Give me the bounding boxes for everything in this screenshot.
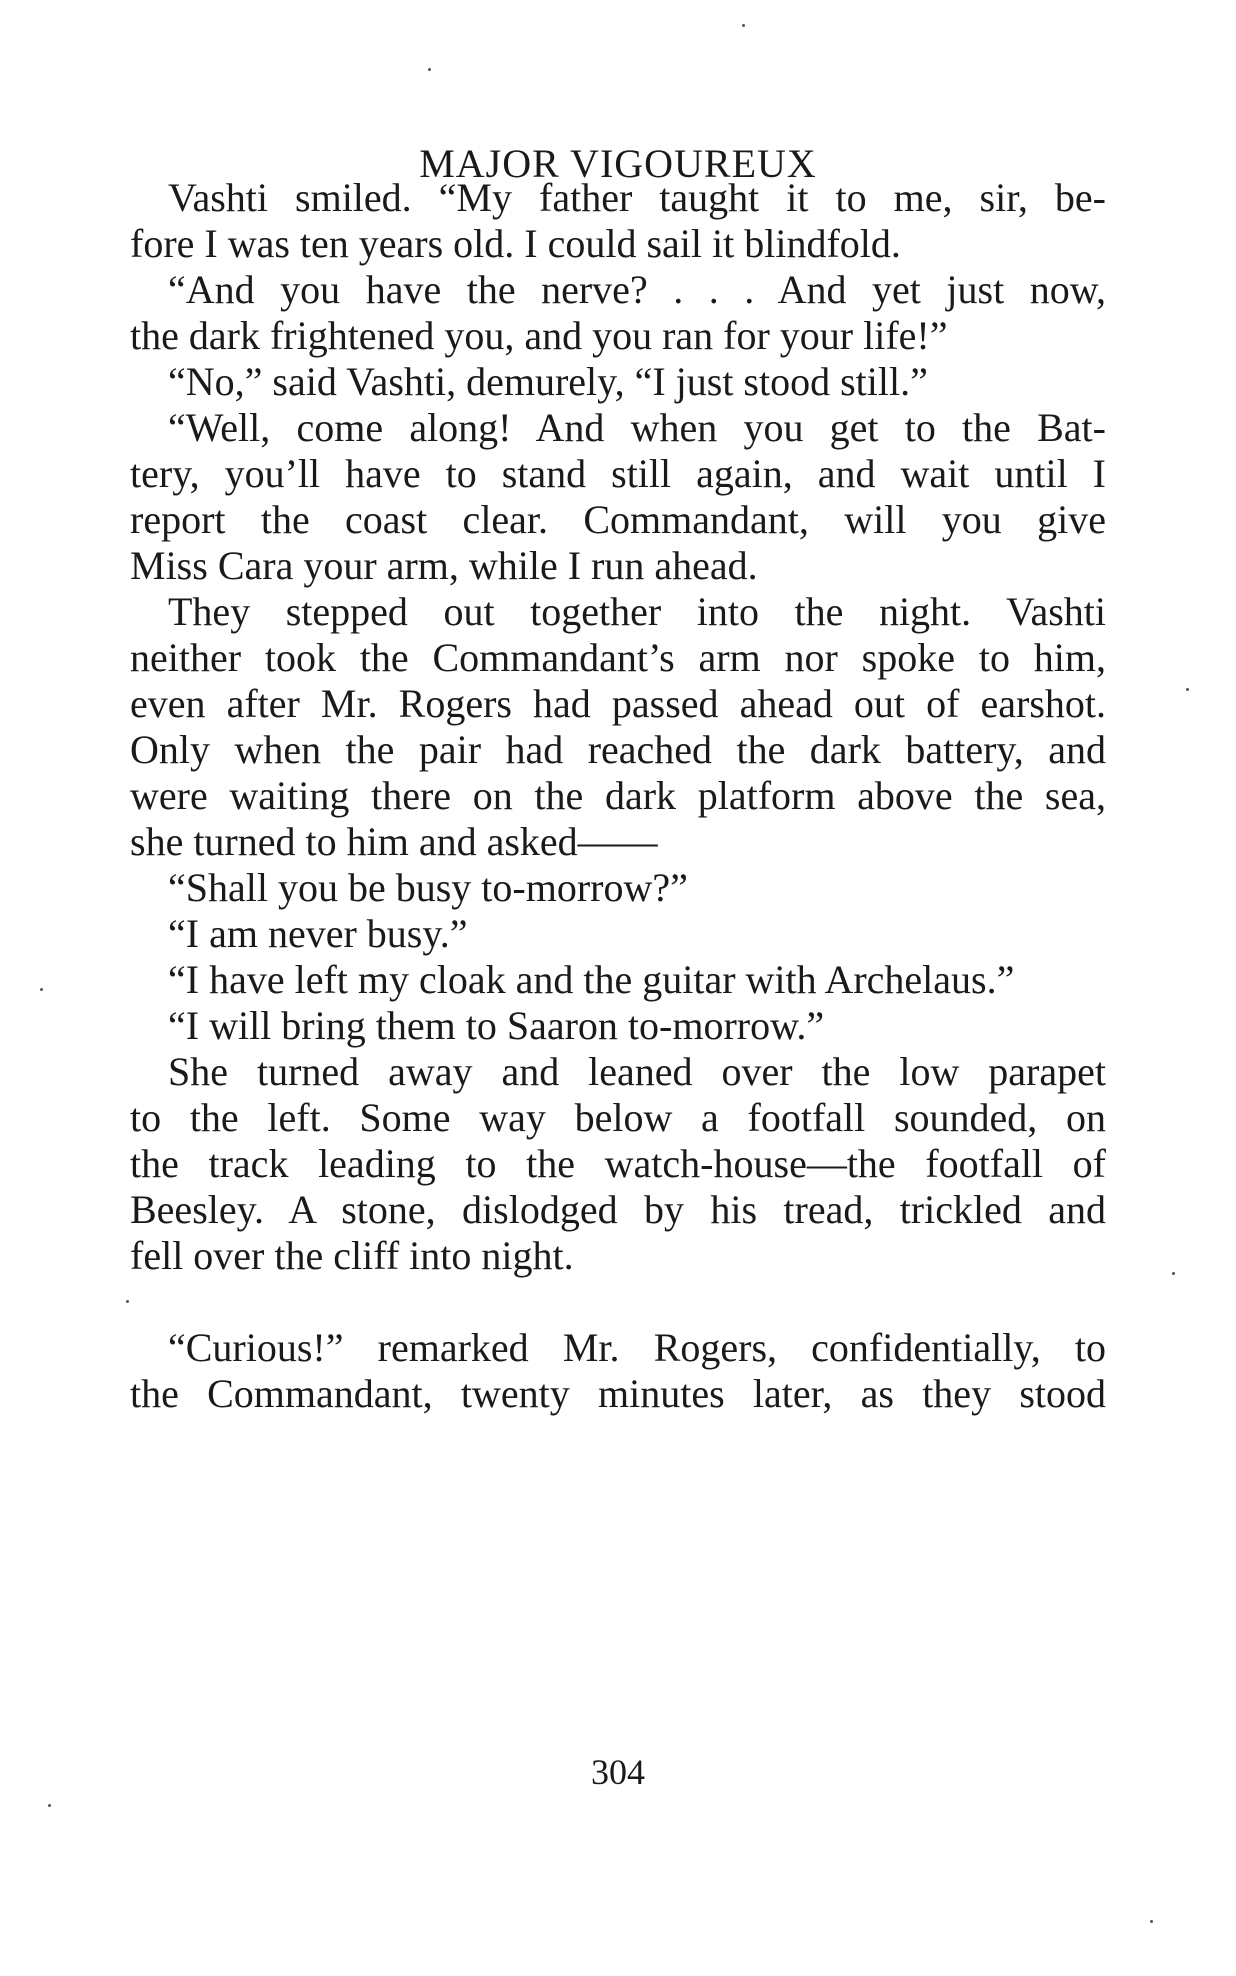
text-line: she turned to him and asked——	[130, 819, 658, 864]
page-number: 304	[591, 1752, 645, 1792]
text-line: the Commandant, twenty minutes later, as they stood	[130, 1371, 1106, 1416]
text-line: “And you have the nerve? . . . And yet just now,	[168, 267, 1106, 312]
text-line: “Shall you be busy to-morrow?”	[168, 865, 688, 910]
scan-speck	[428, 68, 431, 71]
text-line: neither took the Commandant’s arm nor spoke to him,	[130, 635, 1106, 680]
text-line: even after Mr. Rogers had passed ahead out of earshot.	[130, 681, 1106, 726]
text-line: to the left. Some way below a footfall sounded, on	[130, 1095, 1106, 1140]
scan-speck	[40, 988, 43, 991]
scan-speck	[126, 1300, 129, 1303]
text-line: Vashti smiled. “My father taught it to me, sir, be-	[168, 175, 1106, 220]
text-line: Only when the pair had reached the dark battery, and	[130, 727, 1106, 772]
text-line: the dark frightened you, and you ran for your life!”	[130, 313, 948, 358]
text-line: report the coast clear. Commandant, will you give	[130, 497, 1106, 542]
text-line: “Well, come along! And when you get to the Bat-	[168, 405, 1106, 450]
text-line: Miss Cara your arm, while I run ahead.	[130, 543, 758, 588]
text-line: Beesley. A stone, dislodged by his tread, trickled and	[130, 1187, 1106, 1232]
scan-speck	[1172, 1272, 1175, 1275]
text-line: “No,” said Vashti, demurely, “I just stood still.”	[168, 359, 928, 404]
text-line: fell over the cliff into night.	[130, 1233, 574, 1278]
text-line: She turned away and leaned over the low parapet	[168, 1049, 1106, 1094]
text-line: fore I was ten years old. I could sail it blindfold.	[130, 221, 901, 266]
text-line: “I have left my cloak and the guitar with Archelaus.”	[168, 957, 1015, 1002]
running-head: MAJOR VIGOUREUX	[419, 141, 817, 186]
text-line: “I am never busy.”	[168, 911, 468, 956]
scan-speck	[1186, 688, 1189, 691]
text-line: were waiting there on the dark platform above the sea,	[130, 773, 1106, 818]
text-line: They stepped out together into the night. Vashti	[168, 589, 1106, 634]
text-line: the track leading to the watch-house—the footfall of	[130, 1141, 1106, 1186]
text-line: tery, you’ll have to stand still again, and wait until I	[130, 451, 1106, 496]
text-line: “I will bring them to Saaron to-morrow.”	[168, 1003, 825, 1048]
text-line: “Curious!” remarked Mr. Rogers, confidentially, to	[168, 1325, 1106, 1370]
scan-speck	[1150, 1920, 1153, 1923]
scan-speck	[48, 1804, 51, 1807]
scan-speck	[742, 24, 745, 27]
